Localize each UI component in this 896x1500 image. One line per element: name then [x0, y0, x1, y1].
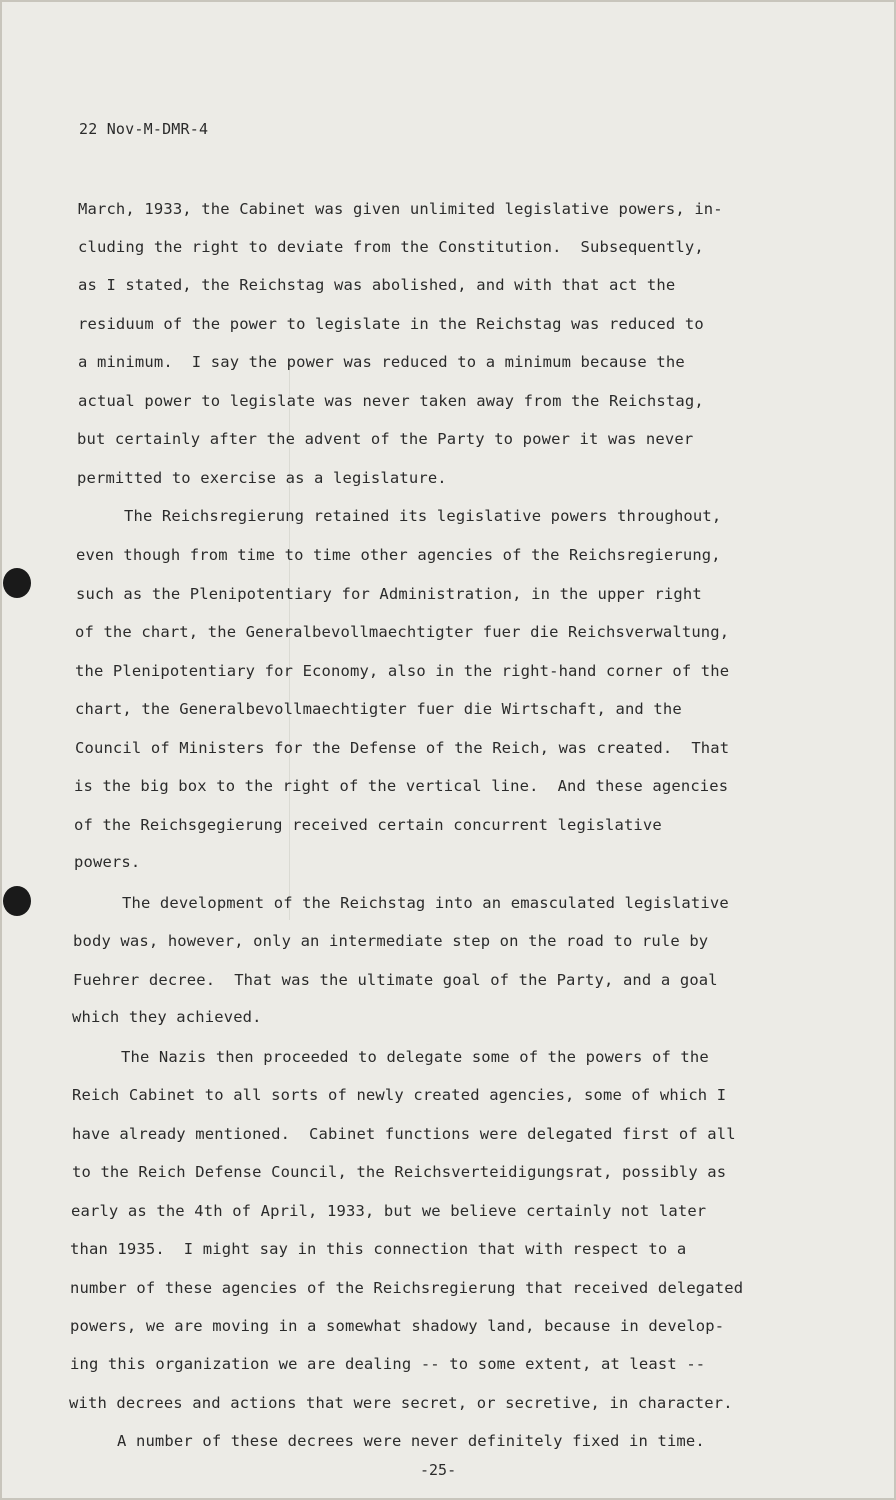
- text-line: with decrees and actions that were secret, or secretive, in character.: [69, 1394, 733, 1412]
- text-line: such as the Plenipotentiary for Administration, in the upper right: [76, 585, 702, 603]
- text-line: than 1935. I might say in this connection that with respect to a: [70, 1240, 687, 1258]
- text-line: Council of Ministers for the Defense of the Reich, was created. That: [75, 739, 730, 757]
- punch-hole-lower: [3, 886, 31, 916]
- text-line: ing this organization we are dealing -- to some extent, at least --: [70, 1355, 706, 1373]
- text-line: a minimum. I say the power was reduced to a minimum because the: [78, 353, 685, 371]
- text-line: even though from time to time other agencies of the Reichsregierung,: [76, 546, 721, 564]
- paragraph-first-line: The development of the Reichstag into an emasculated legislative: [122, 894, 729, 912]
- text-line: March, 1933, the Cabinet was given unlimited legislative powers, in-: [78, 200, 723, 218]
- text-line: have already mentioned. Cabinet functions were delegated first of all: [72, 1125, 736, 1143]
- paragraph-first-line: The Reichsregierung retained its legislative powers throughout,: [124, 507, 722, 525]
- document-id: 22 Nov-M-DMR-4: [79, 120, 209, 138]
- text-line: number of these agencies of the Reichsregierung that received delegated: [70, 1279, 744, 1297]
- text-line: chart, the Generalbevollmaechtigter fuer die Wirtschaft, and the: [75, 700, 682, 718]
- text-line: powers, we are moving in a somewhat shadowy land, because in develop-: [70, 1317, 725, 1335]
- text-line: residuum of the power to legislate in the Reichstag was reduced to: [78, 315, 704, 333]
- paragraph-first-line: The Nazis then proceeded to delegate some of the powers of the: [121, 1048, 709, 1066]
- text-line: of the chart, the Generalbevollmaechtigter fuer die Reichsverwaltung,: [75, 623, 730, 641]
- text-line: body was, however, only an intermediate step on the road to rule by: [73, 932, 709, 950]
- text-line: Reich Cabinet to all sorts of newly created agencies, some of which I: [72, 1086, 727, 1104]
- text-line: Fuehrer decree. That was the ultimate goal of the Party, and a goal: [73, 971, 718, 989]
- page-number: -25-: [420, 1461, 457, 1479]
- text-line: early as the 4th of April, 1933, but we believe certainly not later: [71, 1202, 707, 1220]
- text-line: powers.: [74, 853, 141, 871]
- text-line: permitted to exercise as a legislature.: [77, 469, 447, 487]
- text-line: as I stated, the Reichstag was abolished, and with that act the: [78, 276, 676, 294]
- punch-hole-upper: [3, 568, 31, 598]
- text-line: to the Reich Defense Council, the Reichsverteidigungsrat, possibly as: [72, 1163, 727, 1181]
- text-line: which they achieved.: [72, 1008, 262, 1026]
- text-line: the Plenipotentiary for Economy, also in the right-hand corner of the: [75, 662, 730, 680]
- text-line: of the Reichsgegierung received certain concurrent legislative: [74, 816, 662, 834]
- paragraph-first-line: A number of these decrees were never definitely fixed in time.: [117, 1432, 705, 1450]
- text-line: cluding the right to deviate from the Constitution. Subsequently,: [78, 238, 704, 256]
- text-line: but certainly after the advent of the Party to power it was never: [77, 430, 694, 448]
- text-line: is the big box to the right of the vertical line. And these agencies: [74, 777, 729, 795]
- text-line: actual power to legislate was never taken away from the Reichstag,: [78, 392, 704, 410]
